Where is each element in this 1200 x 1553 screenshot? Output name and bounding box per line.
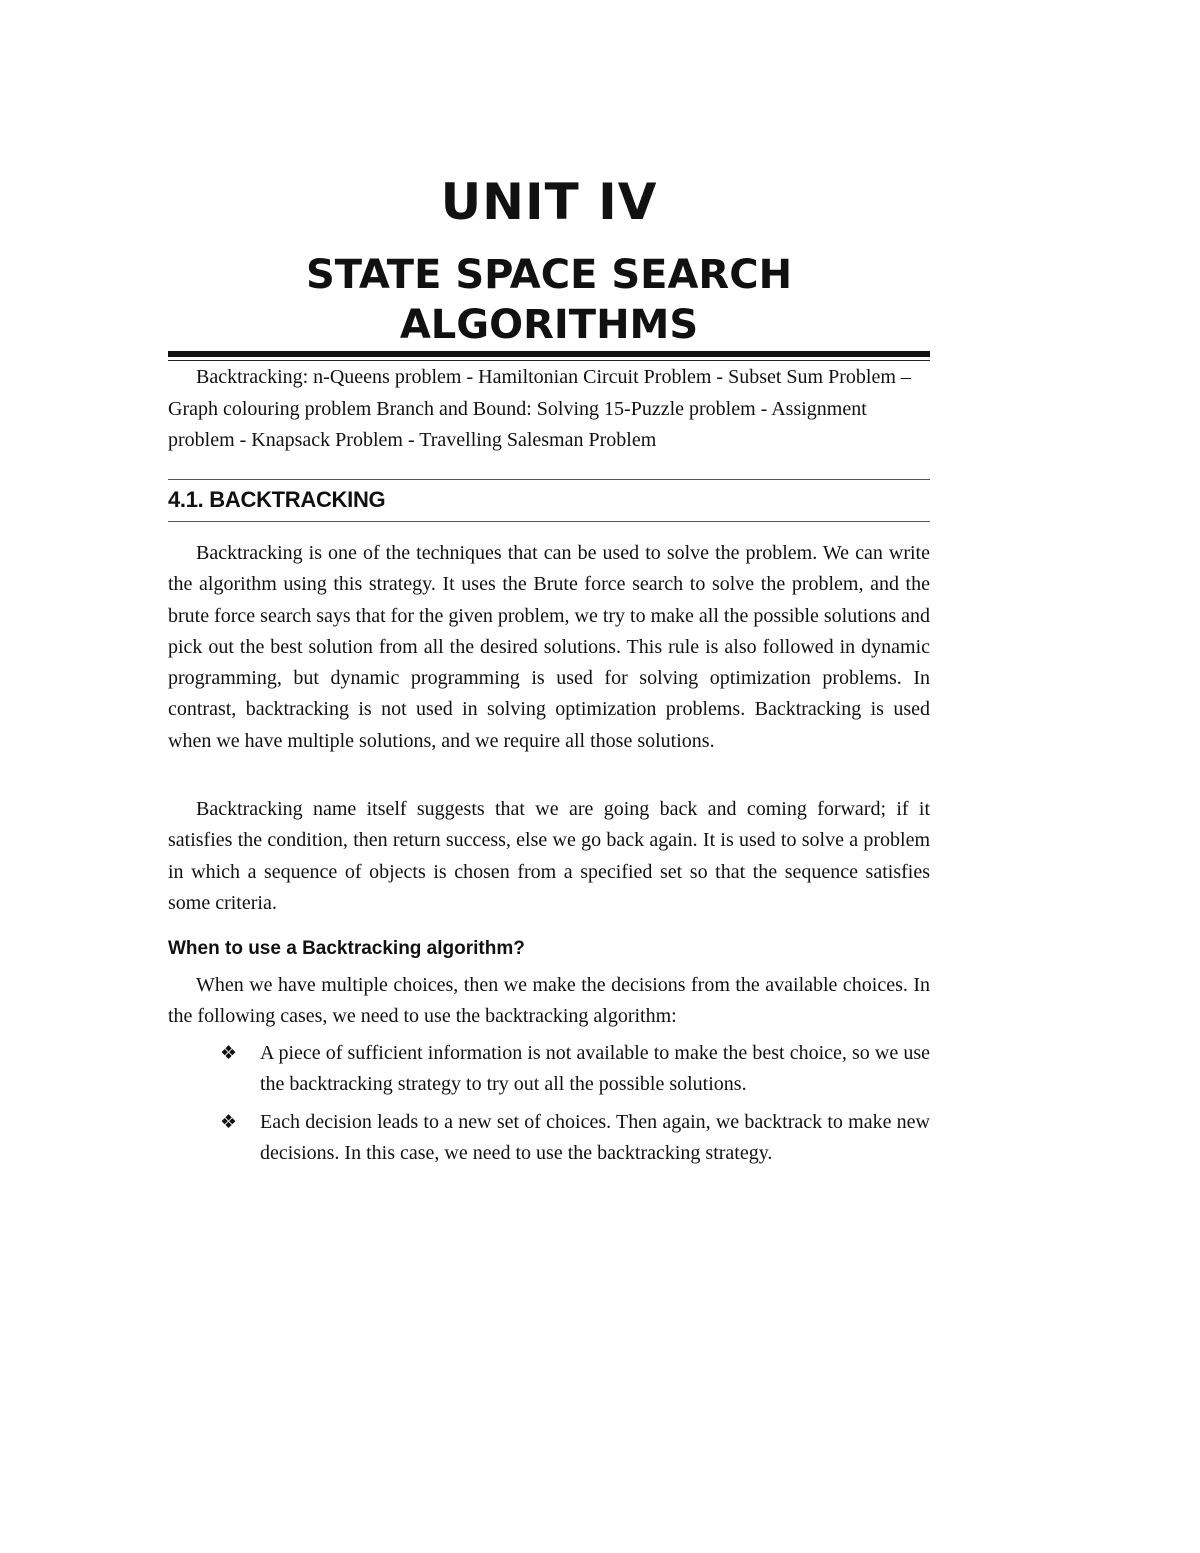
- diamond-bullet-icon: ❖: [220, 1110, 238, 1133]
- list-item: [220, 1038, 930, 1101]
- list-item: [220, 1107, 930, 1170]
- section-rule-top: [168, 479, 930, 480]
- syllabus-summary: Backtracking: n-Queens problem - Hamiltonian Circuit Problem - Subset Sum Problem – Graph colouring problem Branch and Bound: Solving 15-Puzzle problem - Assignment problem - Knapsack Problem - Travelling Salesman Problem: [168, 366, 911, 451]
- chapter-title: STATE SPACE SEARCH ALGORITHMS: [305, 252, 793, 348]
- list-item-text: A piece of sufficient information is not available to make the best choice, so we use the backtracking strategy to try out all the possible solutions.: [260, 1042, 930, 1096]
- bullet-list: [220, 1038, 930, 1175]
- paragraph-2: Backtracking name itself suggests that we are going back and coming forward; if it satisfies the condition, then return success, else we go back again. It is used to solve a problem in which a sequence of objects is chosen from a specified set so that the sequence satisfies some criteria.: [168, 798, 930, 914]
- unit-heading: UNIT IV: [440, 173, 658, 231]
- paragraph-intro: When we have multiple choices, then we make the decisions from the available choices. In the following cases, we need to use the backtracking algorithm:: [168, 974, 930, 1028]
- paragraph-1: Backtracking is one of the techniques that can be used to solve the problem. We can write the algorithm using this strategy. It uses the Brute force search to solve the problem, and the brute force search says that for the given problem, we try to make all the possible solutions and pick out the best solution from all the desired solutions. This rule is also followed in dynamic programming, but dynamic programming is used for solving optimization problems. In contrast, backtracking is not used in solving optimization problems. Backtracking is used when we have multiple solutions, and we require all those solutions.: [168, 542, 931, 752]
- section-heading: 4.1. BACKTRACKING: [168, 487, 386, 512]
- subheading: When to use a Backtracking algorithm?: [168, 938, 525, 959]
- title-divider-thick: [168, 351, 930, 357]
- list-item-text: Each decision leads to a new set of choices. Then again, we backtrack to make new decisions. In this case, we need to use the backtracking strategy.: [260, 1110, 930, 1164]
- diamond-bullet-icon: ❖: [220, 1042, 238, 1064]
- section-rule-bottom: [168, 521, 930, 522]
- title-divider-thin: [168, 360, 930, 361]
